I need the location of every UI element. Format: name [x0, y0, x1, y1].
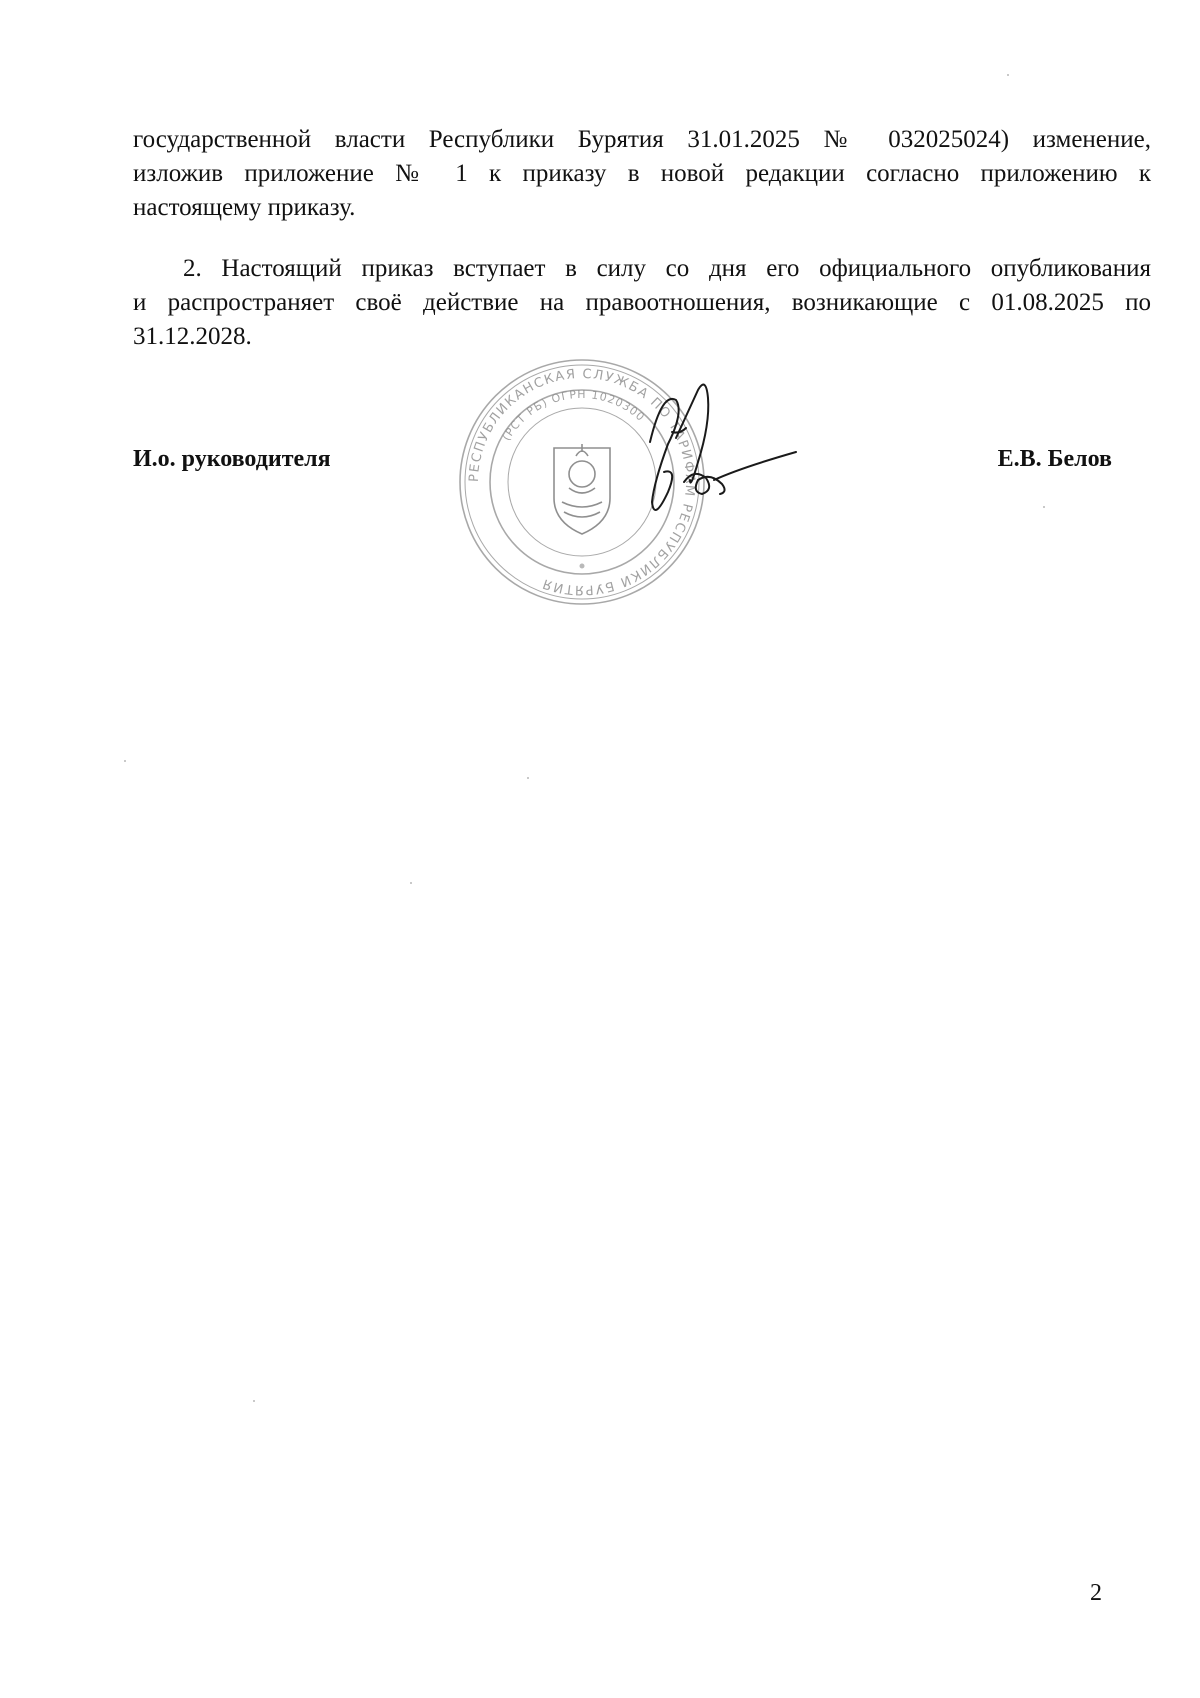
svg-text:(РСТ РБ) ОГРН 1020300: (РСТ РБ) ОГРН 1020300 — [499, 387, 648, 444]
paragraph-2-line-2: и распространяет своё действие на правоотношения, возникающие с 01.08.2025 по — [133, 289, 1151, 316]
svg-text:РЕСПУБЛИКАНСКАЯ СЛУЖБА ПО ТАРИ: РЕСПУБЛИКАНСКАЯ СЛУЖБА ПО ТАРИФАМ РЕСПУБЛИКИ БУРЯТИЯ — [466, 366, 698, 598]
scan-speck — [527, 777, 529, 779]
signatory-title: И.о. руководителя — [133, 446, 331, 472]
scan-speck — [1043, 506, 1045, 508]
page-number: 2 — [1090, 1580, 1102, 1606]
paragraph-2-line-1: 2. Настоящий приказ вступает в силу со дня его официального опубликования — [183, 255, 1151, 282]
paragraph-2-line-3: 31.12.2028. — [133, 323, 252, 350]
signatory-name: Е.В. Белов — [997, 446, 1112, 472]
paragraph-1 — [133, 123, 1151, 225]
handwritten-signature-icon — [628, 372, 798, 532]
scan-speck — [1007, 74, 1009, 76]
paragraph-2 — [133, 252, 1151, 354]
scan-speck — [410, 882, 412, 884]
paragraph-1-line-2: изложив приложение № 1 к приказу в новой редакции согласно приложению к — [133, 160, 1151, 187]
scan-speck — [124, 760, 126, 762]
scan-speck — [253, 1400, 255, 1402]
paragraph-1-line-3: настоящему приказу. — [133, 194, 356, 221]
paragraph-1-line-1: государственной власти Республики Бурятия 31.01.2025 № 032025024) изменение, — [133, 126, 1151, 153]
